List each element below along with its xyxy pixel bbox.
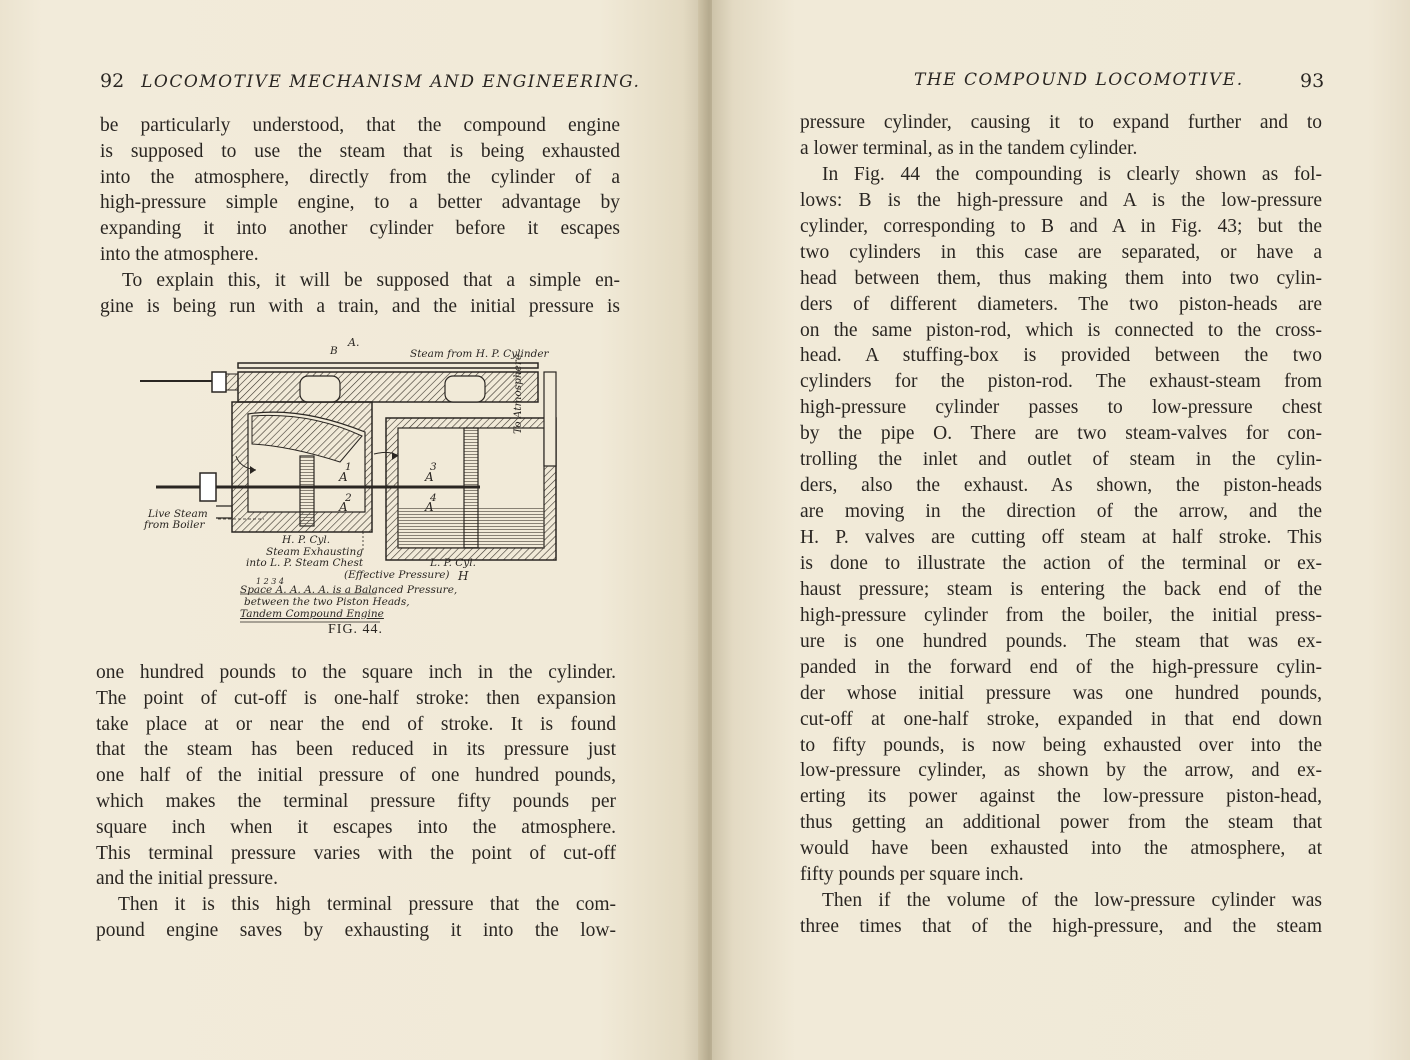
text-line: fifty pounds per square inch.: [800, 864, 1024, 886]
text-line: thus getting an additional power from the steam that: [800, 812, 1322, 834]
text-line: haust pressure; steam is entering the back end of the: [800, 578, 1322, 600]
label-into-lp: into L. P. Steam Chest: [246, 557, 364, 569]
text-line: pound engine saves by exhausting it into the low-: [96, 919, 616, 941]
text-line: are moving in the direction of the arrow, and the: [800, 501, 1322, 523]
left-page-header: [100, 70, 640, 92]
text-line: by the pipe O. There are two steam-valves for con-: [800, 423, 1322, 445]
text-line: expanding it into another cylinder before it escapes: [100, 218, 620, 240]
right-page: [712, 0, 1410, 1060]
text-line: gine is being run with a train, and the initial pressure is: [100, 295, 620, 317]
text-line: cut-off at one-half stroke, expanded in that end down: [800, 708, 1322, 730]
label-tandem: Tandem Compound Engine: [240, 608, 384, 620]
label-a-2: A: [339, 500, 348, 514]
label-between: between the two Piston Heads,: [244, 596, 410, 608]
left-page: [0, 0, 704, 1060]
label-to-atmosphere: To Atmosphere: [512, 353, 524, 434]
text-line: take place at or near the end of stroke. It is found: [96, 713, 616, 735]
text-line: In Fig. 44 the compounding is clearly shown as fol-: [822, 163, 1322, 185]
text-line: cylinder, corresponding to B and A in Fig. 43; but the: [800, 215, 1322, 237]
label-effective-pressure: (Effective Pressure): [344, 569, 450, 581]
text-line: low-pressure cylinder, as shown by the arrow, and ex-: [800, 760, 1322, 782]
text-line: high-pressure cylinder from the boiler, the initial press-: [800, 604, 1322, 626]
label-hp-cyl: H. P. Cyl.: [282, 534, 331, 546]
text-line: that the steam has been reduced in its pressure just: [96, 739, 616, 761]
text-line: ders, also the exhaust. As shown, the piston-heads: [800, 475, 1322, 497]
text-line: ders of different diameters. The two piston-heads are: [800, 293, 1322, 315]
figure-caption: FIG. 44.: [328, 622, 384, 637]
text-line: high-pressure cylinder passes to low-pressure chest: [800, 397, 1322, 419]
text-line: square inch when it escapes into the atmosphere.: [96, 816, 616, 838]
text-line: high-pressure simple engine, to a better advantage by: [100, 192, 620, 214]
text-line: H. P. valves are cutting off steam at half stroke. This: [800, 527, 1322, 548]
text-line: ure is one hundred pounds. The steam that was ex-: [800, 630, 1322, 652]
text-line: To explain this, it will be supposed that a simple en-: [122, 269, 620, 291]
text-line: Then it is this high terminal pressure that the com-: [118, 894, 616, 916]
text-line: Then if the volume of the low-pressure cylinder was: [822, 890, 1322, 912]
text-line: be particularly understood, that the compound engine: [100, 115, 620, 136]
text-line: and the initial pressure.: [96, 868, 278, 890]
left-page-number: 92: [100, 70, 125, 92]
lp-valve: [445, 376, 485, 402]
label-steam-from-hp: Steam from H. P. Cylinder: [410, 348, 549, 360]
right-text: [800, 110, 1322, 940]
text-line: trolling the inlet and outlet of steam in the cylin-: [800, 449, 1322, 471]
text-line: one half of the initial pressure of one hundred pounds,: [96, 765, 616, 787]
hp-piston: [300, 456, 314, 526]
valve-chest: [238, 372, 538, 402]
label-num-1: 1: [345, 461, 352, 473]
text-line: is done to illustrate the action of the terminal or ex-: [800, 552, 1322, 574]
text-line: pressure cylinder, causing it to expand further and to: [800, 112, 1322, 133]
text-line: would have been exhausted into the atmosphere, at: [800, 838, 1322, 860]
label-from-boiler: from Boiler: [144, 519, 205, 531]
stuffing-box: [200, 473, 216, 501]
label-a-top: A.: [348, 336, 360, 349]
left-running-head: LOCOMOTIVE MECHANISM AND ENGINEERING.: [141, 72, 641, 92]
text-line: one hundred pounds to the square inch in the cylinder.: [96, 662, 616, 683]
label-a-3: A: [425, 470, 434, 484]
text-line: erting its power against the low-pressure piston-head,: [800, 786, 1322, 808]
label-space: Space A. A. A. A. is a Balanced Pressure,: [240, 584, 458, 596]
label-a-1: A: [339, 470, 348, 484]
right-page-number: 93: [1300, 70, 1325, 92]
left-text-bottom: [96, 660, 616, 944]
steam-pipe: [238, 363, 538, 368]
label-num-3: 3: [430, 461, 437, 473]
text-line: on the same piston-rod, which is connected to the cross-: [800, 319, 1322, 341]
label-h: H: [458, 569, 469, 583]
text-line: lows: B is the high-pressure and A is the low-pressure: [800, 189, 1322, 211]
right-running-head: THE COMPOUND LOCOMOTIVE.: [914, 70, 1244, 90]
text-line: is supposed to use the steam that is being exhausted: [100, 140, 620, 162]
text-line: a lower terminal, as in the tandem cylinder.: [800, 137, 1138, 159]
valve-rod-gland: [212, 372, 226, 392]
text-line: This terminal pressure varies with the point of cut-off: [96, 842, 616, 864]
label-lp-cyl: L. P. Cyl.: [430, 557, 476, 569]
label-num-4: 4: [430, 492, 437, 504]
label-live-steam: Live Steam: [148, 508, 208, 520]
text-line: two cylinders in this case are separated, or have a: [800, 241, 1322, 263]
text-line: into the atmosphere, directly from the cylinder of a: [100, 166, 620, 188]
figure-44: [140, 336, 580, 636]
text-line: three times that of the high-pressure, and the steam: [800, 916, 1322, 938]
text-line: cylinders for the piston-rod. The exhaust-steam from: [800, 371, 1322, 393]
text-line: head. A stuffing-box is provided between the two: [800, 345, 1322, 367]
label-a-4: A: [425, 500, 434, 514]
left-text-top: [100, 113, 620, 319]
text-line: The point of cut-off is one-half stroke: then expansion: [96, 687, 616, 709]
label-b: B: [330, 345, 338, 357]
hp-valve: [300, 376, 340, 402]
text-line: panded in the forward end of the high-pressure cylin-: [800, 656, 1322, 678]
label-num-2: 2: [345, 492, 352, 504]
text-line: which makes the terminal pressure fifty pounds per: [96, 790, 616, 812]
text-line: der whose initial pressure was one hundred pounds,: [800, 682, 1322, 704]
text-line: to fifty pounds, is now being exhausted over into the: [800, 734, 1322, 756]
label-nums: 1 2 3 4: [256, 577, 284, 586]
label-steam-exhausting: Steam Exhausting: [266, 546, 364, 558]
text-line: into the atmosphere.: [100, 243, 259, 265]
text-line: head between them, thus making them into two cylin-: [800, 267, 1322, 289]
